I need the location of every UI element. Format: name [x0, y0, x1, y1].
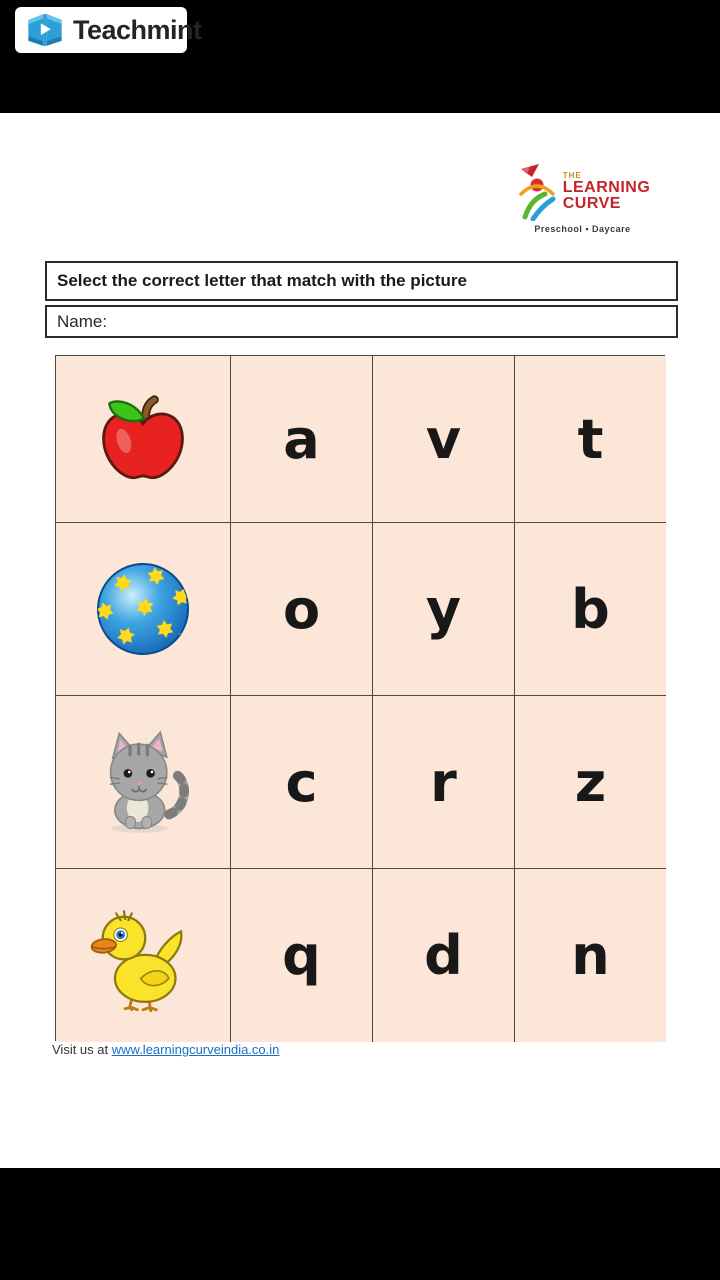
letter-label: b — [571, 577, 610, 641]
worksheet-title: Select the correct letter that match with the picture — [45, 261, 678, 301]
teachmint-book-icon — [25, 11, 65, 49]
letter-label: o — [282, 577, 321, 641]
picture-cell-ball — [56, 523, 231, 696]
worksheet-page — [0, 113, 720, 1168]
footer-note — [52, 1042, 279, 1057]
letter-option — [373, 523, 515, 696]
letter-option — [515, 523, 666, 696]
letter-label: v — [425, 407, 462, 471]
apple-image — [95, 391, 191, 487]
logo-tagline: Preschool • Daycare — [534, 224, 631, 234]
letter-label: c — [285, 750, 318, 814]
learning-curve-figure-icon — [515, 163, 559, 221]
letter-option — [231, 696, 373, 869]
letter-label: y — [425, 577, 462, 641]
letter-option — [373, 356, 515, 523]
letter-option — [231, 356, 373, 523]
ball-image — [93, 559, 193, 659]
letter-option — [231, 869, 373, 1042]
teachmint-logo — [15, 7, 202, 53]
letter-label: a — [283, 407, 320, 471]
learning-curve-logo — [515, 163, 650, 234]
footer-link[interactable]: www.learningcurveindia.co.in — [111, 1042, 280, 1057]
picture-cell-cat — [56, 696, 231, 869]
duck-image — [87, 900, 199, 1012]
letter-label: z — [574, 750, 607, 814]
letter-option — [515, 869, 666, 1042]
worksheet-grid — [55, 355, 665, 1041]
logo-curve: CURVE — [562, 195, 621, 212]
letter-option — [231, 523, 373, 696]
letter-label: d — [424, 924, 463, 987]
logo-the: THE — [562, 171, 582, 180]
teachmint-wordmark: Teachmint — [73, 14, 202, 45]
letter-label: t — [577, 407, 604, 471]
picture-cell-apple — [56, 356, 231, 523]
letter-option — [373, 869, 515, 1042]
cat-image — [89, 728, 197, 836]
footer-prefix: Visit us at — [52, 1042, 109, 1057]
letter-label: n — [571, 924, 610, 987]
logo-learning: LEARNING — [562, 179, 651, 196]
letter-label: q — [282, 924, 321, 987]
letter-option — [515, 356, 666, 523]
letter-option — [515, 696, 666, 869]
name-field: Name: — [45, 305, 678, 338]
letter-option — [373, 696, 515, 869]
letter-label: r — [430, 750, 457, 814]
picture-cell-duck — [56, 869, 231, 1042]
